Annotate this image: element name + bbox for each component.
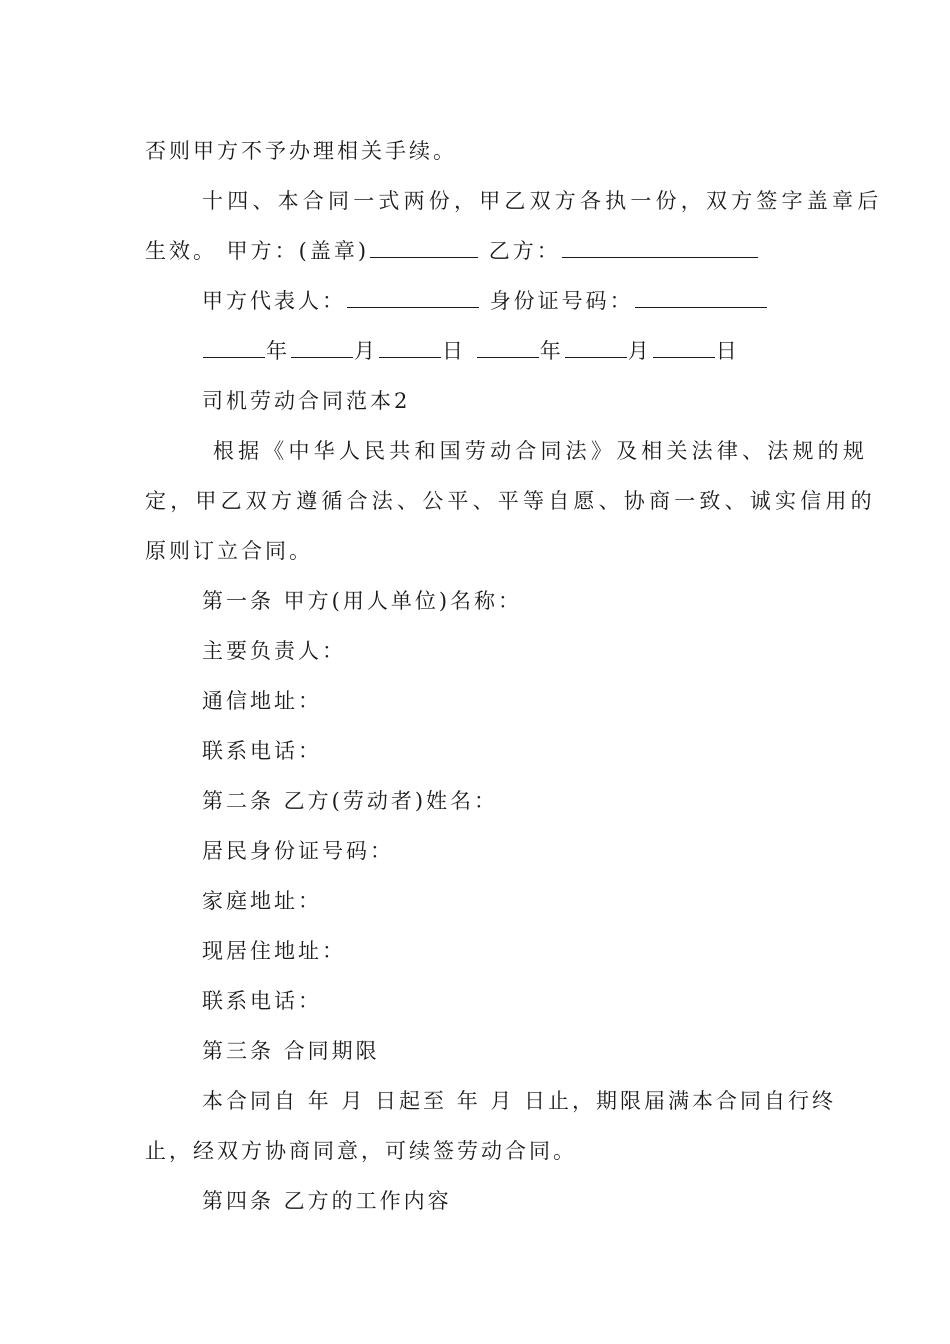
article-heading: 第三条 合同期限 bbox=[202, 1039, 380, 1063]
blank-underline bbox=[291, 338, 353, 358]
text-segment: 甲方代表人： bbox=[202, 289, 346, 313]
blank-underline bbox=[379, 338, 441, 358]
text-segment: 生效。 甲方：(盖章) bbox=[145, 239, 370, 263]
article-heading: 第四条 乙方的工作内容 bbox=[202, 1189, 452, 1213]
text-segment: 日 bbox=[442, 339, 466, 363]
blank-underline bbox=[562, 238, 758, 258]
field-label: 家庭地址： bbox=[202, 889, 322, 913]
blank-underline bbox=[653, 338, 715, 358]
field-label: 联系电话： bbox=[202, 739, 322, 763]
text-segment: 日 bbox=[715, 339, 740, 363]
text-segment: 月 bbox=[627, 339, 652, 363]
field-label: 居民身份证号码： bbox=[202, 839, 394, 863]
text-line: 十四、本合同一式两份，甲乙双方各执一份，双方签字盖章后 bbox=[202, 189, 883, 213]
text-line: 定，甲乙双方遵循合法、公平、平等自愿、协商一致、诚实信用的 bbox=[145, 489, 876, 513]
article-heading: 第一条 甲方(用人单位)名称： bbox=[202, 589, 523, 613]
text-line: 根据《中华人民共和国劳动合同法》及相关法律、法规的规 bbox=[202, 439, 869, 463]
text-segment: 月 bbox=[354, 339, 378, 363]
blank-underline bbox=[477, 338, 539, 358]
text-line: 止，经双方协商同意，可续签劳动合同。 bbox=[145, 1139, 577, 1163]
text-segment: 年 bbox=[539, 339, 564, 363]
text-segment: 身份证号码： bbox=[489, 289, 634, 313]
article-heading: 第二条 乙方(劳动者)姓名： bbox=[202, 789, 499, 813]
text-line: 否则甲方不予办理相关手续。 bbox=[145, 139, 457, 163]
signature-line bbox=[145, 238, 759, 264]
text-segment: 年 bbox=[266, 339, 290, 363]
date-line bbox=[202, 338, 740, 364]
representative-line bbox=[202, 288, 768, 314]
text-segment: 乙方： bbox=[488, 239, 561, 263]
blank-underline bbox=[635, 288, 767, 308]
field-label: 通信地址： bbox=[202, 689, 322, 713]
field-label: 联系电话： bbox=[202, 989, 322, 1013]
field-label: 现居住地址： bbox=[202, 939, 346, 963]
field-label: 主要负责人： bbox=[202, 639, 346, 663]
text-line: 原则订立合同。 bbox=[145, 539, 313, 563]
blank-underline bbox=[370, 238, 478, 258]
blank-underline bbox=[565, 338, 627, 358]
blank-underline bbox=[347, 288, 479, 308]
section-heading: 司机劳动合同范本2 bbox=[202, 389, 411, 413]
blank-underline bbox=[203, 338, 265, 358]
text-line: 本合同自 年 月 日起至 年 月 日止，期限届满本合同自行终 bbox=[202, 1089, 837, 1113]
